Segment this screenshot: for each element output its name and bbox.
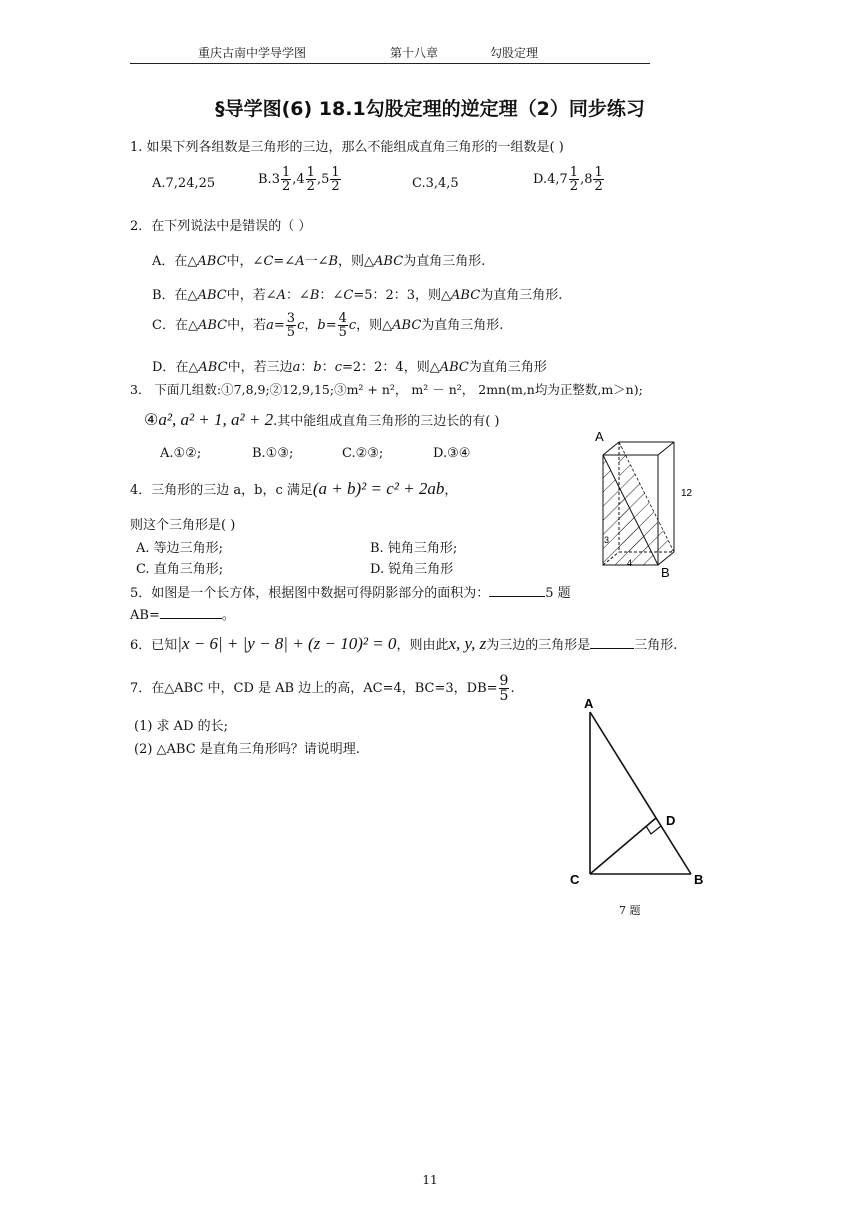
fig7-label-c: C [570, 872, 580, 887]
header-rule [130, 63, 650, 64]
page-title: §导学图(6) 18.1勾股定理的逆定理（2）同步练习 [215, 98, 645, 120]
q4-stem: 4．三角形的三边 a，b，c 满足(a + b)² = c² + 2ab， [130, 479, 458, 498]
header-chapter: 第十八章 [390, 46, 439, 60]
q5-line1: 5．如图是一个长方体，根据图中数据可得阴影部分的面积为： 5 题 [130, 586, 571, 601]
fig5-dim-depth: 3 [604, 535, 610, 545]
q3-option-a: A.①②; [160, 446, 202, 461]
q5-line2: AB= 。 [130, 608, 235, 623]
q2-option-b: B．在△ABC中，若∠A：∠B：∠C=5：2：3，则△ABC为直角三角形. [152, 288, 563, 303]
q3-stem: 3． 下面几组数:①7,8,9;②12,9,15;③m² + n²， m² － n²， 2mn(m,n均为正整数,m＞n); [130, 382, 643, 397]
q4-option-d: D. 锐角三角形 [370, 562, 454, 577]
q1-option-d: D.4,7 $\frac{1}{2}$ ,8 $\frac{1}{2}$ [533, 165, 603, 194]
q4-option-c: C. 直角三角形; [136, 562, 224, 577]
q2-stem: 2．在下列说法中是错误的（ ） [130, 219, 312, 234]
q7-sub2: (2) △ABC 是直角三角形吗？请说明理. [134, 742, 360, 757]
fig5-dim-width: 4 [627, 558, 633, 568]
q2-option-d: D．在△ABC中，若三边a：b：c=2：2：4，则△ABC为直角三角形 [152, 360, 547, 375]
figure-5-box [585, 425, 700, 577]
q7-sub1: (1) 求 AD 的长; [134, 719, 229, 734]
q4-option-a: A. 等边三角形; [136, 541, 224, 556]
header-topic: 勾股定理 [490, 46, 539, 60]
q1-stem: 1. 如果下列各组数是三角形的三边，那么不能组成直角三角形的一组数是( ) [130, 140, 564, 155]
q2-option-c: C．在△ABC中，若a= $\frac{3}{5}$ c，b= $\frac{4}{5}$ c，则△ABC为直角三角形. [152, 311, 504, 340]
fig7-label-b: B [694, 872, 704, 887]
figure-7-triangle [560, 692, 720, 892]
q2-option-a: A．在△ABC中，∠C=∠A一∠B，则△ABC为直角三角形. [152, 254, 486, 269]
fig5-label-b: B [661, 565, 670, 577]
fig7-label-d: D [666, 813, 676, 828]
q1-option-b: B.3 $\frac{1}{2}$ ,4 $\frac{1}{2}$ ,5 $\frac{1}{2}$ [258, 165, 340, 194]
page-number: 11 [422, 1173, 438, 1187]
q1-option-c: C.3,4,5 [412, 176, 459, 191]
q3-option-b: B.①③; [252, 446, 294, 461]
fig5-dim-height: 12 [681, 488, 693, 499]
header-school: 重庆古南中学导学图 [198, 46, 307, 60]
q1-option-a: A.7,24,25 [152, 176, 216, 191]
q3-option-d: D.③④ [433, 446, 471, 461]
q4-line2: 则这个三角形是( ) [130, 518, 236, 533]
q3-option-c: C.②③; [342, 446, 384, 461]
q6-stem: 6．已知|x − 6| + |y − 8| + (z − 10)² = 0，则由此x, y, z为三边的三角形是 三角形. [130, 634, 678, 653]
q3-line2: ④a², a² + 1, a² + 2.其中能组成直角三角形的三边长的有( ) [144, 410, 500, 429]
fig5-label-a: A [595, 429, 604, 444]
q7-stem: 7．在△ABC 中，CD 是 AB 边上的高，AC=4，BC=3，DB= $\frac{9}{5}$ . [130, 673, 515, 704]
q7-figure-caption: 7 题 [619, 904, 641, 917]
fig7-label-a: A [584, 696, 594, 711]
q4-option-b: B. 钝角三角形; [370, 541, 458, 556]
